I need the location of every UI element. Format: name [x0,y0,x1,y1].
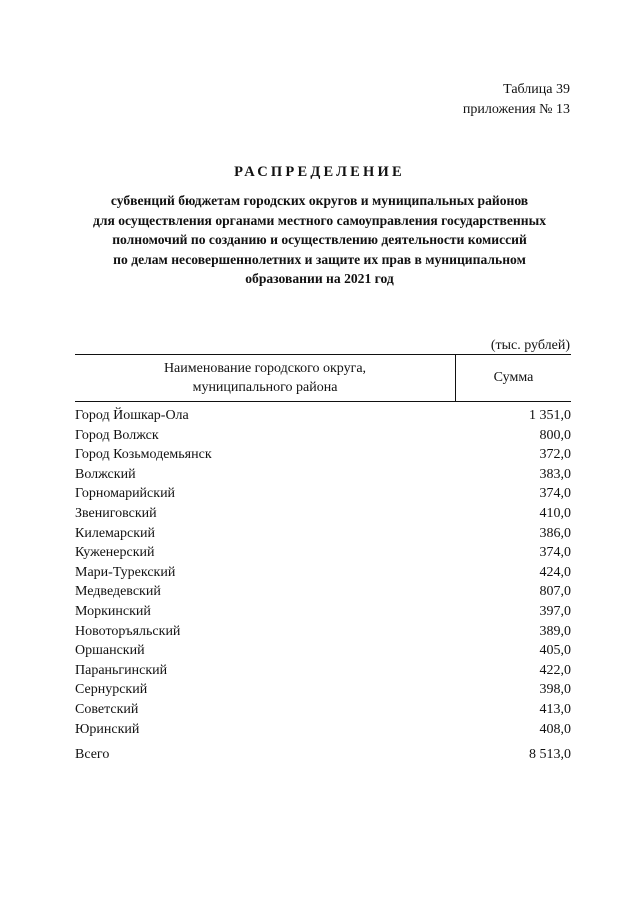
table-row [75,504,571,524]
table-header [75,354,571,402]
subtitle-line: полномочий по созданию и осуществлению деятельности комиссий [112,232,527,248]
table-row [75,720,571,740]
table-total-row [75,745,571,765]
row-value: 372,0 [539,447,571,463]
row-name: Волжский [75,466,136,482]
column-header-name-line: муниципального района [192,380,338,395]
table-row [75,445,571,465]
table-row [75,484,571,504]
table-row [75,602,571,622]
table-body [75,406,571,739]
row-value: 422,0 [539,662,571,678]
row-value: 374,0 [539,545,571,561]
row-name: Советский [75,701,139,717]
appendix-number: приложения № 13 [462,102,570,117]
table-row [75,563,571,583]
row-name: Новоторъяльский [75,623,181,639]
subtitle-line: по делам несовершеннолетних и защите их прав в муниципальном [113,251,526,267]
row-name: Куженерский [75,545,155,561]
table-row [75,700,571,720]
subtitle-line: субвенций бюджетам городских округов и муниципальных районов [110,193,529,208]
subtitle-line: образовании на 2021 год [245,271,394,287]
document-subtitle [60,191,579,289]
table-row [75,641,571,661]
row-value: 1 351,0 [529,408,571,423]
row-name: Город Йошкар-Ола [75,408,189,423]
row-value: 374,0 [539,486,571,502]
row-value: 424,0 [539,564,571,580]
row-name: Медведевский [75,584,161,600]
table-row [75,543,571,563]
table-row [75,661,571,681]
row-value: 408,0 [539,721,571,737]
total-value: 8 513,0 [529,747,571,762]
table-number: Таблица 39 [503,82,570,97]
row-value: 405,0 [539,643,571,659]
subtitle-line: для осуществления органами местного самоуправления государственных [92,212,546,228]
table-row [75,524,571,544]
row-name: Юринский [75,721,140,737]
table-row [75,680,571,700]
column-header-name-line: Наименование городского округа, [163,361,367,376]
row-value: 413,0 [539,701,571,717]
row-name: Параньгинский [75,662,168,678]
total-label: Всего [75,747,110,762]
row-name: Оршанский [75,643,145,659]
document-title: РАСПРЕДЕЛЕНИЕ [234,164,405,180]
table-row [75,622,571,642]
table-row [75,426,571,446]
row-name: Город Волжск [75,427,159,443]
row-value: 398,0 [539,682,571,698]
row-value: 383,0 [539,466,571,482]
row-value: 386,0 [539,525,571,541]
row-name: Мари-Турекский [75,564,176,580]
row-name: Моркинский [75,603,151,619]
row-value: 410,0 [539,505,571,521]
table-row [75,406,571,426]
row-value: 397,0 [539,603,571,619]
table-row [75,465,571,485]
column-header-sum: Сумма [493,370,534,385]
row-name: Килемарский [75,525,156,541]
column-header-name [75,355,456,401]
table-row [75,582,571,602]
table-reference [463,80,570,120]
row-name: Сернурский [75,682,148,698]
units-label: (тыс. рублей) [490,338,570,353]
row-name: Город Козьмодемьянск [75,447,212,463]
row-name: Звениговский [75,505,157,521]
row-name: Горномарийский [75,486,176,502]
row-value: 389,0 [539,623,571,639]
row-value: 800,0 [539,427,571,443]
row-value: 807,0 [539,584,571,600]
